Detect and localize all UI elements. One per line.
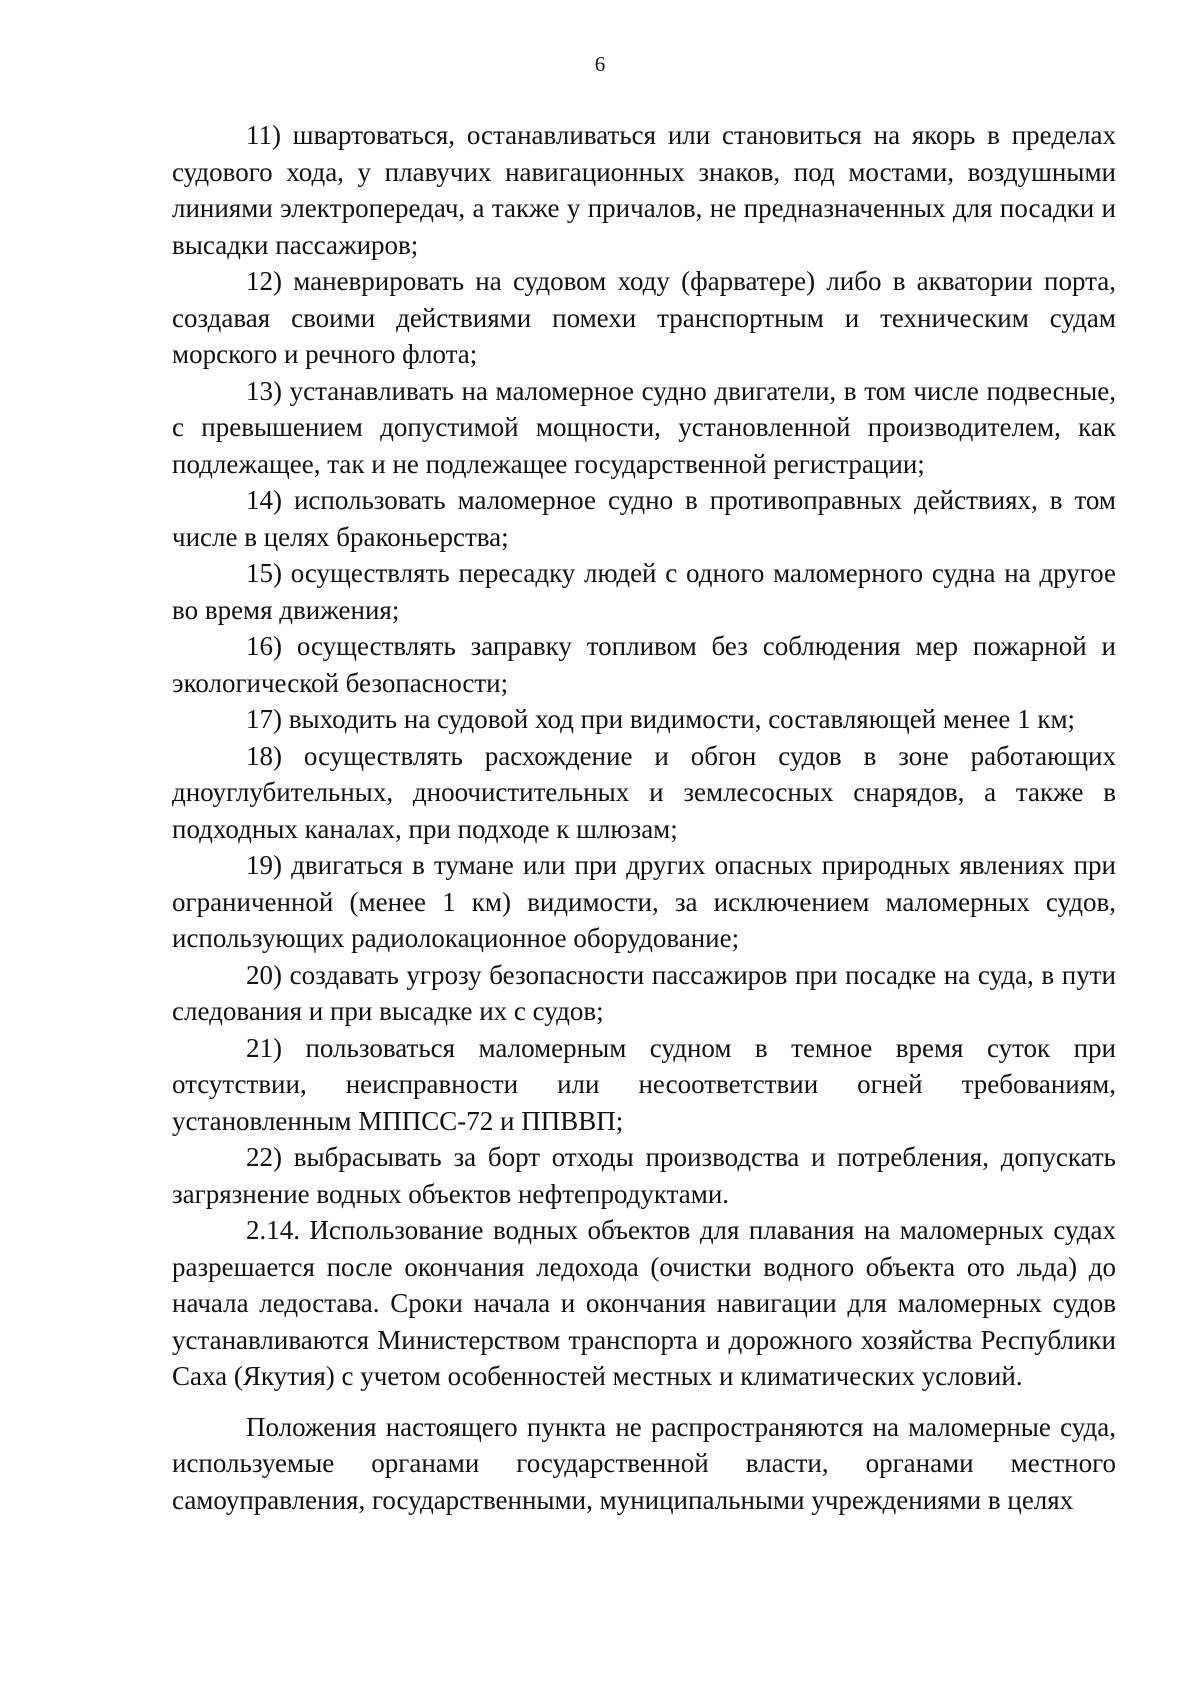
document-body [172,117,1116,1518]
paragraph-item-21: 21) пользоваться маломерным судном в темное время суток при отсутствии, неисправности или несоответствии огней требованиям, установленным МППСС-72 и ППВВП; [172,1032,1116,1136]
paragraph-item-11: 11) швартоваться, останавливаться или становиться на якорь в пределах судового хода, у плавучих навигационных знаков, под мостами, воздушными линиями электропередач, а также у причалов, не предназначенных для посадки и высадки пассажиров; [172,120,1116,260]
paragraph-item-12: 12) маневрировать на судовом ходу (фарватере) либо в акватории порта, создавая своими действиями помехи транспортным и техническим судам морского и речного флота; [172,266,1116,369]
paragraph-item-15: 15) осуществлять пересадку людей с одного маломерного судна на другое во время движения; [172,558,1116,625]
paragraph-item-20: 20) создавать угрозу безопасности пассажиров при посадке на суда, в пути следования и при высадке их с судов; [172,959,1116,1026]
page-number: 6 [594,52,606,76]
paragraph-item-17: 17) выходить на судовой ход при видимости, составляющей менее 1 км; [246,704,1076,734]
paragraph-provisions: Положения настоящего пункта не распространяются на маломерные суда, используемые органами государственной власти, органами местного самоуправления, государственными, муниципальными учреждениями в целях [172,1411,1116,1515]
paragraph-item-18: 18) осуществлять расхождение и обгон судов в зоне работающих дноуглубительных, дноочистительных и землесосных снарядов, а также в подходных каналах, при подходе к шлюзам; [172,740,1116,844]
paragraph-clause-2-14: 2.14. Использование водных объектов для плавания на маломерных судах разрешается после окончания ледохода (очистки водного объекта ото льда) до начала ледостава. Сроки начала и окончания навигации для маломерных судов устанавливаются Министерством транспорта и дорожного хозяйства Республики Саха (Якутия) с учетом особенностей местных и климатических условий. [172,1215,1116,1391]
paragraph-item-14: 14) использовать маломерное судно в противоправных действиях, в том числе в целях браконьерства; [172,485,1116,552]
paragraph-item-13: 13) устанавливать на маломерное судно двигатели, в том числе подвесные, с превышением допустимой мощности, установленной производителем, как подлежащее, так и не подлежащее государственной регистрации; [172,375,1116,479]
paragraph-item-16: 16) осуществлять заправку топливом без соблюдения мер пожарной и экологической безопасности; [172,631,1116,698]
paragraph-item-22: 22) выбрасывать за борт отходы производства и потребления, допускать загрязнение водных объектов нефтепродуктами. [172,1142,1116,1209]
paragraph-item-19: 19) двигаться в тумане или при других опасных природных явлениях при ограниченной (менее 1 км) видимости, за исключением маломерных судов, использующих радиолокационное оборудование; [172,850,1116,953]
